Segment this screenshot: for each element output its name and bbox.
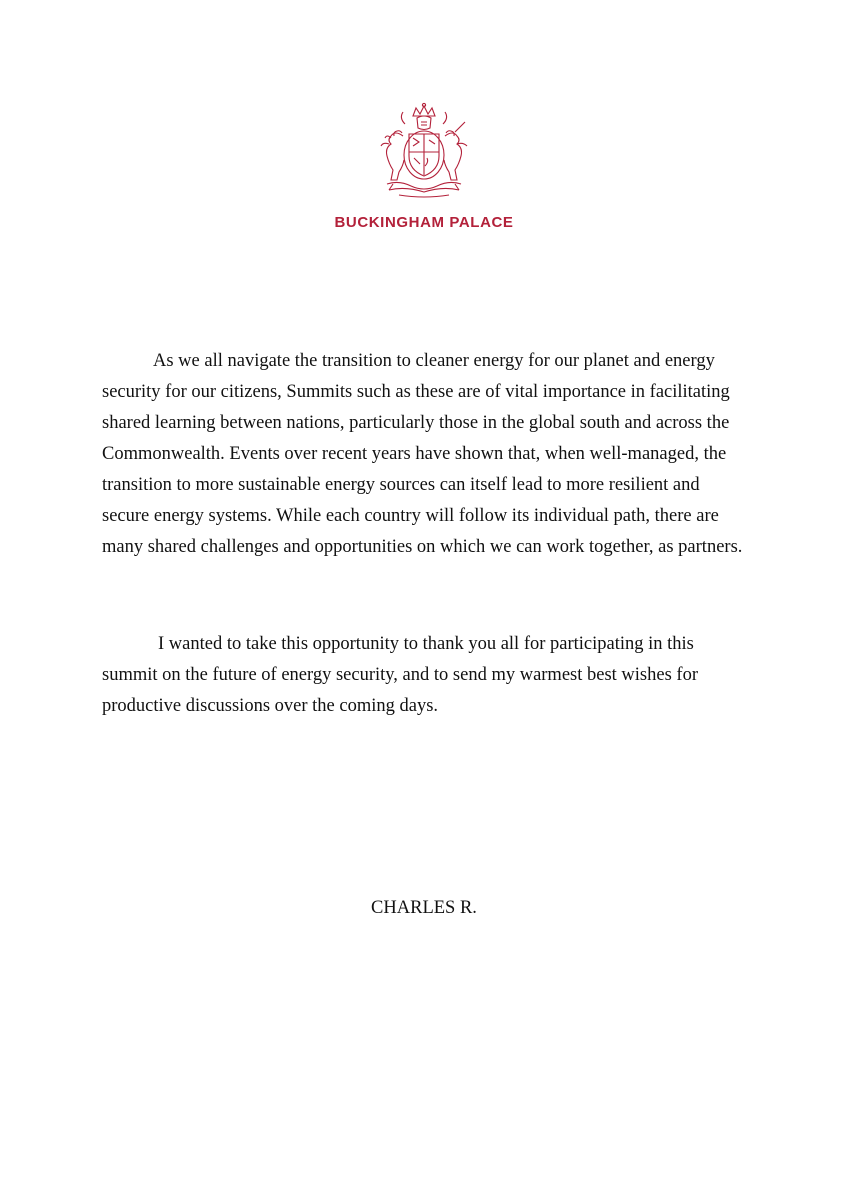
- letter-paragraph: As we all navigate the transition to cleaner energy for our planet and energy security for our citizens, Summits such as these are of vital importance in facilitating shared learning between nations, particularly those in the global south and across the Commonwealth. Events over recent years have shown that, when well-managed, the transition to more sustainable energy sources can itself lead to more resilient and secure energy systems. While each country will follow its individual path, there are many shared challenges and opportunities on which we can work together, as partners.: [102, 351, 743, 557]
- letter-body: [102, 346, 748, 722]
- signature: CHARLES R.: [371, 898, 477, 918]
- letter-paragraph: I wanted to take this opportunity to thank you all for participating in this summit on the future of energy security, and to send my warmest best wishes for productive discussions over the coming days.: [102, 634, 698, 716]
- letterhead: [0, 100, 848, 231]
- palace-name: BUCKINGHAM PALACE: [334, 214, 514, 231]
- royal-coat-of-arms-icon: [369, 100, 479, 200]
